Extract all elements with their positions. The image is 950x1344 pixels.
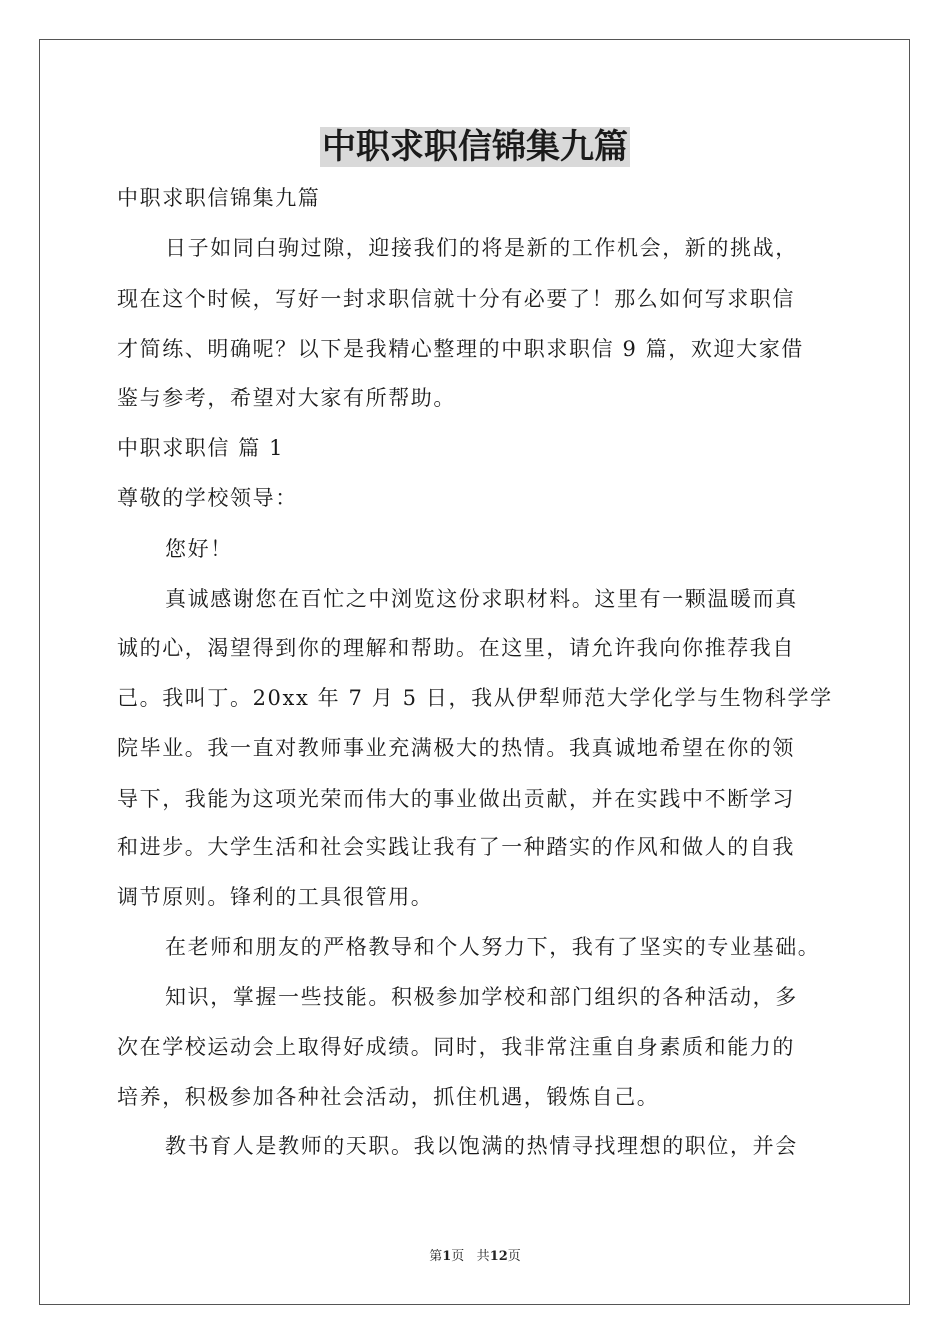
footer-total-suffix: 页	[507, 1249, 521, 1264]
subtitle-line: 中职求职信锦集九篇	[117, 186, 321, 210]
body-line-3: 己。我叫丁。20xx 年 7 月 5 日，我从伊犁师范大学化学与生物科学学	[117, 686, 833, 710]
page-border	[39, 39, 910, 1305]
body-line-2: 诚的心，渴望得到你的理解和帮助。在这里，请允许我向你推荐我自	[117, 636, 795, 660]
body-line-9: 知识，掌握一些技能。积极参加学校和部门组织的各种活动，多	[165, 985, 798, 1009]
body-line-12: 教书育人是教师的天职。我以饱满的热情寻找理想的职位，并会	[165, 1134, 798, 1158]
body-line-10: 次在学校运动会上取得好成绩。同时，我非常注重自身素质和能力的	[117, 1035, 795, 1059]
document-title	[0, 124, 950, 170]
intro-line-4: 鉴与参考，希望对大家有所帮助。	[117, 386, 456, 410]
salutation: 尊敬的学校领导：	[117, 486, 298, 510]
footer-page-suffix: 页	[451, 1249, 465, 1264]
body-line-6: 和进步。大学生活和社会实践让我有了一种踏实的作风和做人的自我	[117, 835, 795, 859]
intro-line-3: 才简练、明确呢？以下是我精心整理的中职求职信 9 篇，欢迎大家借	[117, 337, 804, 361]
intro-line-1: 日子如同白驹过隙，迎接我们的将是新的工作机会，新的挑战，	[165, 236, 798, 260]
body-line-7: 调节原则。锋利的工具很管用。	[117, 885, 434, 909]
greeting: 您好！	[165, 537, 233, 561]
footer-page-prefix: 第	[429, 1249, 443, 1264]
footer-total-pages: 12	[489, 1249, 508, 1264]
page-footer	[0, 1248, 950, 1266]
footer-page-number: 1	[442, 1249, 452, 1264]
body-line-4: 院毕业。我一直对教师事业充满极大的热情。我真诚地希望在你的领	[117, 736, 795, 760]
footer-total-prefix: 共	[476, 1249, 490, 1264]
intro-line-2: 现在这个时候，写好一封求职信就十分有必要了！那么如何写求职信	[117, 287, 795, 311]
body-line-5: 导下，我能为这项光荣而伟大的事业做出贡献，并在实践中不断学习	[117, 787, 795, 811]
section-heading: 中职求职信 篇 1	[117, 436, 285, 460]
body-line-1: 真诚感谢您在百忙之中浏览这份求职材料。这里有一颗温暖而真	[165, 587, 798, 611]
body-line-11: 培养，积极参加各种社会活动，抓住机遇，锻炼自己。	[117, 1085, 660, 1109]
body-line-8: 在老师和朋友的严格教导和个人努力下，我有了坚实的专业基础。	[165, 935, 821, 959]
document-title-text: 中职求职信锦集九篇	[322, 127, 628, 167]
